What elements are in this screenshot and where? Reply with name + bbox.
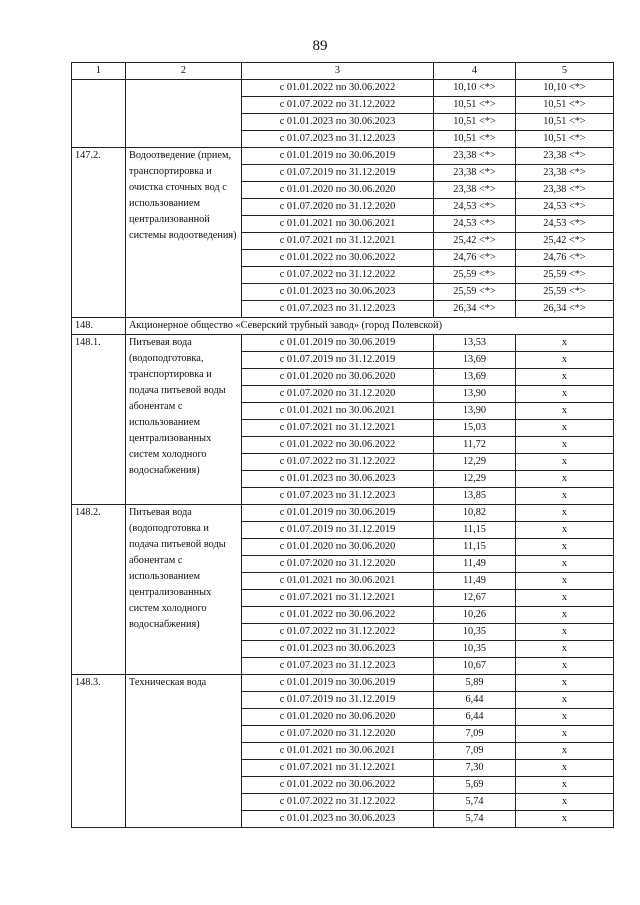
tariff-value-cell: 6,44 (434, 709, 516, 726)
tariff-value-vat-cell: x (516, 403, 614, 420)
period-cell: с 01.01.2020 по 30.06.2020 (242, 709, 434, 726)
tariff-value-vat-cell: 24,76 <*> (516, 250, 614, 267)
tariff-value-cell: 10,51 <*> (434, 114, 516, 131)
period-cell: с 01.07.2019 по 31.12.2019 (242, 165, 434, 182)
tariff-value-vat-cell: 23,38 <*> (516, 165, 614, 182)
period-cell: с 01.01.2022 по 30.06.2022 (242, 777, 434, 794)
period-cell: с 01.01.2022 по 30.06.2022 (242, 80, 434, 97)
period-cell: с 01.01.2020 по 30.06.2020 (242, 539, 434, 556)
tariff-value-vat-cell: x (516, 488, 614, 505)
tariff-value-cell: 23,38 <*> (434, 148, 516, 165)
tariff-value-cell: 25,42 <*> (434, 233, 516, 250)
tariff-value-cell: 11,49 (434, 573, 516, 590)
section-description: Питьевая вода (водоподготовка, транспортировка и подача питьевой воды абонентам с использованием централизованных систем холодного водоснабжения) (126, 335, 242, 505)
tariff-value-cell: 10,35 (434, 641, 516, 658)
tariff-value-cell: 7,09 (434, 743, 516, 760)
tariff-value-vat-cell: x (516, 607, 614, 624)
tariff-value-vat-cell: x (516, 692, 614, 709)
tariff-value-vat-cell: 25,59 <*> (516, 284, 614, 301)
tariff-value-cell: 7,09 (434, 726, 516, 743)
tariff-value-cell: 15,03 (434, 420, 516, 437)
period-cell: с 01.01.2023 по 30.06.2023 (242, 114, 434, 131)
table-row (72, 148, 614, 165)
tariff-value-cell: 5,74 (434, 811, 516, 828)
tariff-value-cell: 5,89 (434, 675, 516, 692)
section-number: 148.1. (72, 335, 126, 505)
tariff-value-cell: 11,49 (434, 556, 516, 573)
period-cell: с 01.07.2020 по 31.12.2020 (242, 726, 434, 743)
period-cell: с 01.07.2021 по 31.12.2021 (242, 590, 434, 607)
period-cell: с 01.07.2022 по 31.12.2022 (242, 794, 434, 811)
tariff-value-cell: 6,44 (434, 692, 516, 709)
tariff-value-vat-cell: x (516, 386, 614, 403)
tariff-value-vat-cell: x (516, 641, 614, 658)
tariff-value-vat-cell: x (516, 454, 614, 471)
tariff-value-vat-cell: x (516, 624, 614, 641)
section-number: 148.2. (72, 505, 126, 675)
tariff-value-vat-cell: x (516, 726, 614, 743)
period-cell: с 01.01.2020 по 30.06.2020 (242, 369, 434, 386)
organization-name: Акционерное общество «Северский трубный завод» (город Полевской) (126, 318, 614, 335)
tariff-value-cell: 23,38 <*> (434, 182, 516, 199)
tariff-value-vat-cell: x (516, 522, 614, 539)
tariff-value-vat-cell: 10,51 <*> (516, 131, 614, 148)
tariff-value-cell: 11,15 (434, 539, 516, 556)
tariff-value-vat-cell: x (516, 539, 614, 556)
description-cell (126, 80, 242, 148)
tariff-value-vat-cell: 10,51 <*> (516, 97, 614, 114)
tariff-value-vat-cell: x (516, 437, 614, 454)
tariff-value-cell: 12,67 (434, 590, 516, 607)
tariff-value-cell: 7,30 (434, 760, 516, 777)
tariff-value-vat-cell: 25,42 <*> (516, 233, 614, 250)
column-number-row (72, 63, 614, 80)
period-cell: с 01.01.2019 по 30.06.2019 (242, 505, 434, 522)
tariff-value-cell: 10,51 <*> (434, 131, 516, 148)
tariff-value-vat-cell: x (516, 556, 614, 573)
period-cell: с 01.01.2021 по 30.06.2021 (242, 743, 434, 760)
table-row (72, 80, 614, 97)
period-cell: с 01.01.2021 по 30.06.2021 (242, 216, 434, 233)
tariff-table (71, 62, 614, 828)
tariff-value-cell: 26,34 <*> (434, 301, 516, 318)
period-cell: с 01.07.2022 по 31.12.2022 (242, 267, 434, 284)
period-cell: с 01.01.2022 по 30.06.2022 (242, 250, 434, 267)
section-description: Техническая вода (126, 675, 242, 828)
period-cell: с 01.07.2023 по 31.12.2023 (242, 301, 434, 318)
period-cell: с 01.07.2019 по 31.12.2019 (242, 352, 434, 369)
period-cell: с 01.01.2019 по 30.06.2019 (242, 675, 434, 692)
tariff-value-cell: 10,26 (434, 607, 516, 624)
tariff-value-cell: 10,67 (434, 658, 516, 675)
period-cell: с 01.07.2020 по 31.12.2020 (242, 556, 434, 573)
period-cell: с 01.01.2023 по 30.06.2023 (242, 471, 434, 488)
tariff-value-cell: 11,72 (434, 437, 516, 454)
period-cell: с 01.01.2022 по 30.06.2022 (242, 607, 434, 624)
column-header: 1 (72, 63, 126, 80)
section-number: 148.3. (72, 675, 126, 828)
period-cell: с 01.01.2022 по 30.06.2022 (242, 437, 434, 454)
section-number: 147.2. (72, 148, 126, 318)
period-cell: с 01.07.2023 по 31.12.2023 (242, 488, 434, 505)
tariff-value-vat-cell: x (516, 335, 614, 352)
period-cell: с 01.07.2021 по 31.12.2021 (242, 420, 434, 437)
section-description: Питьевая вода (водоподготовка и подача питьевой воды абонентам с использованием централизованных систем холодного водоснабжения) (126, 505, 242, 675)
tariff-value-cell: 23,38 <*> (434, 165, 516, 182)
tariff-value-vat-cell: x (516, 658, 614, 675)
tariff-value-vat-cell: 23,38 <*> (516, 182, 614, 199)
column-header: 4 (434, 63, 516, 80)
tariff-value-vat-cell: x (516, 777, 614, 794)
period-cell: с 01.07.2020 по 31.12.2020 (242, 386, 434, 403)
tariff-value-vat-cell: x (516, 811, 614, 828)
tariff-value-cell: 24,53 <*> (434, 199, 516, 216)
table-row (72, 675, 614, 692)
tariff-value-cell: 25,59 <*> (434, 267, 516, 284)
tariff-value-vat-cell: 10,10 <*> (516, 80, 614, 97)
tariff-value-vat-cell: x (516, 420, 614, 437)
tariff-value-vat-cell: x (516, 352, 614, 369)
period-cell: с 01.07.2022 по 31.12.2022 (242, 624, 434, 641)
period-cell: с 01.07.2019 по 31.12.2019 (242, 692, 434, 709)
period-cell: с 01.01.2021 по 30.06.2021 (242, 573, 434, 590)
column-header: 2 (126, 63, 242, 80)
period-cell: с 01.01.2023 по 30.06.2023 (242, 641, 434, 658)
period-cell: с 01.01.2023 по 30.06.2023 (242, 811, 434, 828)
tariff-value-cell: 10,35 (434, 624, 516, 641)
table-body (72, 80, 614, 828)
period-cell: с 01.07.2021 по 31.12.2021 (242, 233, 434, 250)
tariff-value-cell: 10,10 <*> (434, 80, 516, 97)
tariff-value-vat-cell: 25,59 <*> (516, 267, 614, 284)
tariff-value-vat-cell: x (516, 590, 614, 607)
tariff-value-vat-cell: x (516, 760, 614, 777)
tariff-value-vat-cell: x (516, 675, 614, 692)
tariff-value-vat-cell: x (516, 573, 614, 590)
section-number: 148. (72, 318, 126, 335)
tariff-value-cell: 13,69 (434, 352, 516, 369)
tariff-value-vat-cell: x (516, 505, 614, 522)
tariff-value-cell: 24,53 <*> (434, 216, 516, 233)
tariff-value-vat-cell: 26,34 <*> (516, 301, 614, 318)
column-header: 3 (242, 63, 434, 80)
period-cell: с 01.07.2019 по 31.12.2019 (242, 522, 434, 539)
tariff-value-cell: 5,74 (434, 794, 516, 811)
period-cell: с 01.01.2021 по 30.06.2021 (242, 403, 434, 420)
tariff-value-vat-cell: 10,51 <*> (516, 114, 614, 131)
tariff-value-cell: 10,82 (434, 505, 516, 522)
tariff-value-vat-cell: 24,53 <*> (516, 216, 614, 233)
table-row (72, 505, 614, 522)
tariff-value-cell: 11,15 (434, 522, 516, 539)
table-row (72, 335, 614, 352)
period-cell: с 01.01.2019 по 30.06.2019 (242, 335, 434, 352)
period-cell: с 01.07.2021 по 31.12.2021 (242, 760, 434, 777)
tariff-value-cell: 24,76 <*> (434, 250, 516, 267)
section-description: Водоотведение (прием, транспортировка и очистка сточных вод с использованием централизованной системы водоотведения) (126, 148, 242, 318)
tariff-value-cell: 25,59 <*> (434, 284, 516, 301)
tariff-value-vat-cell: x (516, 369, 614, 386)
tariff-value-cell: 12,29 (434, 471, 516, 488)
period-cell: с 01.07.2022 по 31.12.2022 (242, 97, 434, 114)
tariff-value-cell: 13,53 (434, 335, 516, 352)
period-cell: с 01.01.2023 по 30.06.2023 (242, 284, 434, 301)
period-cell: с 01.07.2023 по 31.12.2023 (242, 131, 434, 148)
tariff-value-vat-cell: x (516, 471, 614, 488)
tariff-value-cell: 5,69 (434, 777, 516, 794)
tariff-value-vat-cell: x (516, 743, 614, 760)
tariff-value-vat-cell: 24,53 <*> (516, 199, 614, 216)
tariff-value-cell: 12,29 (434, 454, 516, 471)
tariff-value-cell: 13,90 (434, 403, 516, 420)
tariff-value-vat-cell: 23,38 <*> (516, 148, 614, 165)
number-cell (72, 80, 126, 148)
tariff-value-cell: 13,90 (434, 386, 516, 403)
period-cell: с 01.07.2022 по 31.12.2022 (242, 454, 434, 471)
period-cell: с 01.07.2023 по 31.12.2023 (242, 658, 434, 675)
period-cell: с 01.01.2020 по 30.06.2020 (242, 182, 434, 199)
tariff-value-cell: 13,85 (434, 488, 516, 505)
tariff-value-vat-cell: x (516, 794, 614, 811)
tariff-value-cell: 10,51 <*> (434, 97, 516, 114)
page-number: 89 (312, 38, 328, 54)
organization-row (72, 318, 614, 335)
period-cell: с 01.07.2020 по 31.12.2020 (242, 199, 434, 216)
column-header: 5 (516, 63, 614, 80)
period-cell: с 01.01.2019 по 30.06.2019 (242, 148, 434, 165)
tariff-value-cell: 13,69 (434, 369, 516, 386)
tariff-value-vat-cell: x (516, 709, 614, 726)
